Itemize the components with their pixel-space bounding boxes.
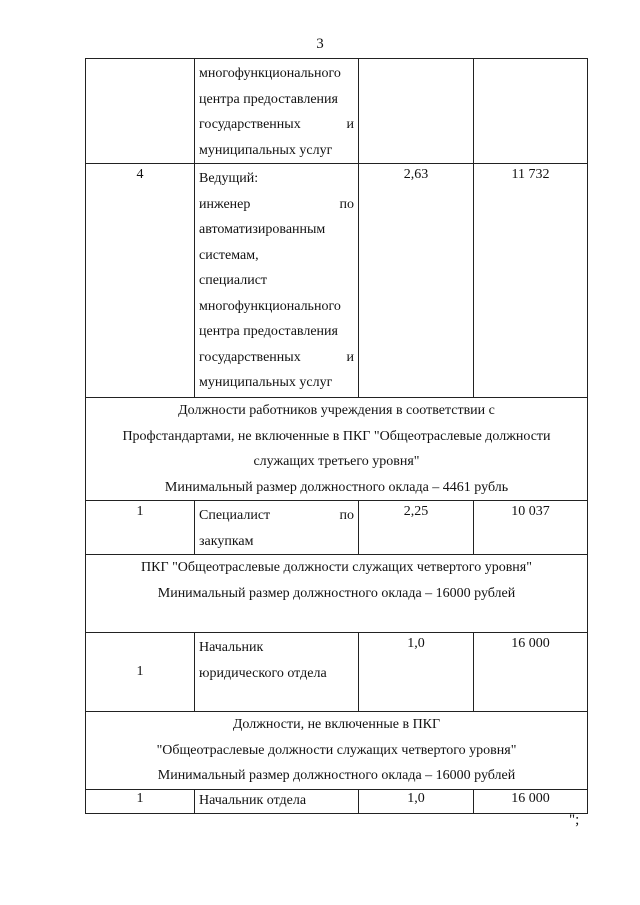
section-header-2 (86, 555, 588, 633)
cell-salary (474, 59, 588, 164)
cell-coef: 2,25 (359, 501, 474, 555)
section-line: Минимальный размер должностного оклада – 4461 рубль (164, 479, 509, 495)
position-line: центра предоставления (199, 91, 338, 107)
cell-position (195, 790, 359, 814)
cell-salary: 10 037 (474, 501, 588, 555)
cell-salary: 11 732 (474, 164, 588, 398)
table-row-specialist (86, 501, 588, 555)
position-line: муниципальных услуг (199, 375, 333, 390)
position-line: Начальник (199, 640, 264, 655)
position-line: многофункционального (199, 298, 341, 314)
section-line: Должности работников учреждения в соответствии с (178, 403, 495, 418)
section-line: Минимальный размер должностного оклада – 16000 рублей (157, 585, 516, 601)
cell-coef (359, 59, 474, 164)
section-line: Должности, не включенные в ПКГ (232, 717, 441, 732)
word: по (339, 196, 354, 212)
position-line: юридического отдела (199, 665, 327, 681)
cell-position (195, 59, 359, 164)
position-line: автоматизированным (199, 222, 326, 237)
cell-num (86, 59, 195, 164)
word: и (346, 349, 354, 365)
word: и (346, 117, 354, 132)
word: государственных (199, 117, 301, 132)
section-line: Профстандартами, не включенные в ПКГ "Общеотраслевые должности (122, 428, 551, 444)
section-cell (86, 712, 588, 790)
section-line: ПКГ "Общеотраслевые должности служащих четвертого уровня" (141, 560, 532, 575)
section-cell (86, 398, 588, 501)
word: по (339, 508, 354, 523)
cell-num: 4 (86, 164, 195, 398)
table-row-continuation (86, 59, 588, 164)
position-line-justified (199, 345, 354, 371)
position-line-justified (199, 503, 354, 529)
closing-quote-mark: "; (569, 812, 580, 828)
cell-coef: 2,63 (359, 164, 474, 398)
cell-num: 1 (86, 501, 195, 555)
position-line: системам, (199, 247, 259, 263)
salary-table (85, 58, 588, 814)
word: Специалист (199, 508, 271, 523)
position-line: Ведущий: (199, 171, 259, 186)
section-line: "Общеотраслевые должности служащих четвертого уровня" (156, 742, 517, 758)
section-line: служащих третьего уровня" (253, 454, 420, 469)
cell-num: 1 (86, 633, 195, 712)
table-row-4 (86, 164, 588, 398)
position-line: специалист (199, 273, 268, 288)
position-line: многофункционального (199, 66, 341, 81)
page-number: 3 (316, 36, 324, 52)
cell-coef: 1,0 (359, 633, 474, 712)
cell-num: 1 (86, 790, 195, 814)
section-cell (86, 555, 588, 633)
position-line-justified (199, 112, 354, 138)
cell-position (195, 633, 359, 712)
position-line: муниципальных услуг (199, 142, 333, 158)
position-line: центра предоставления (199, 324, 338, 339)
cell-position (195, 501, 359, 555)
section-line: Минимальный размер должностного оклада – 16000 рублей (157, 768, 516, 783)
position-line: закупкам (199, 533, 254, 549)
table-row-legal (86, 633, 588, 712)
cell-salary: 16 000 (474, 790, 588, 814)
cell-position (195, 164, 359, 398)
position-line-justified (199, 192, 354, 218)
cell-coef: 1,0 (359, 790, 474, 814)
section-header-1 (86, 398, 588, 501)
position-line: Начальник отдела (199, 793, 307, 808)
word: инженер (199, 196, 251, 212)
cell-salary: 16 000 (474, 633, 588, 712)
word: государственных (199, 349, 301, 365)
section-header-3 (86, 712, 588, 790)
table-row-dept-head (86, 790, 588, 814)
